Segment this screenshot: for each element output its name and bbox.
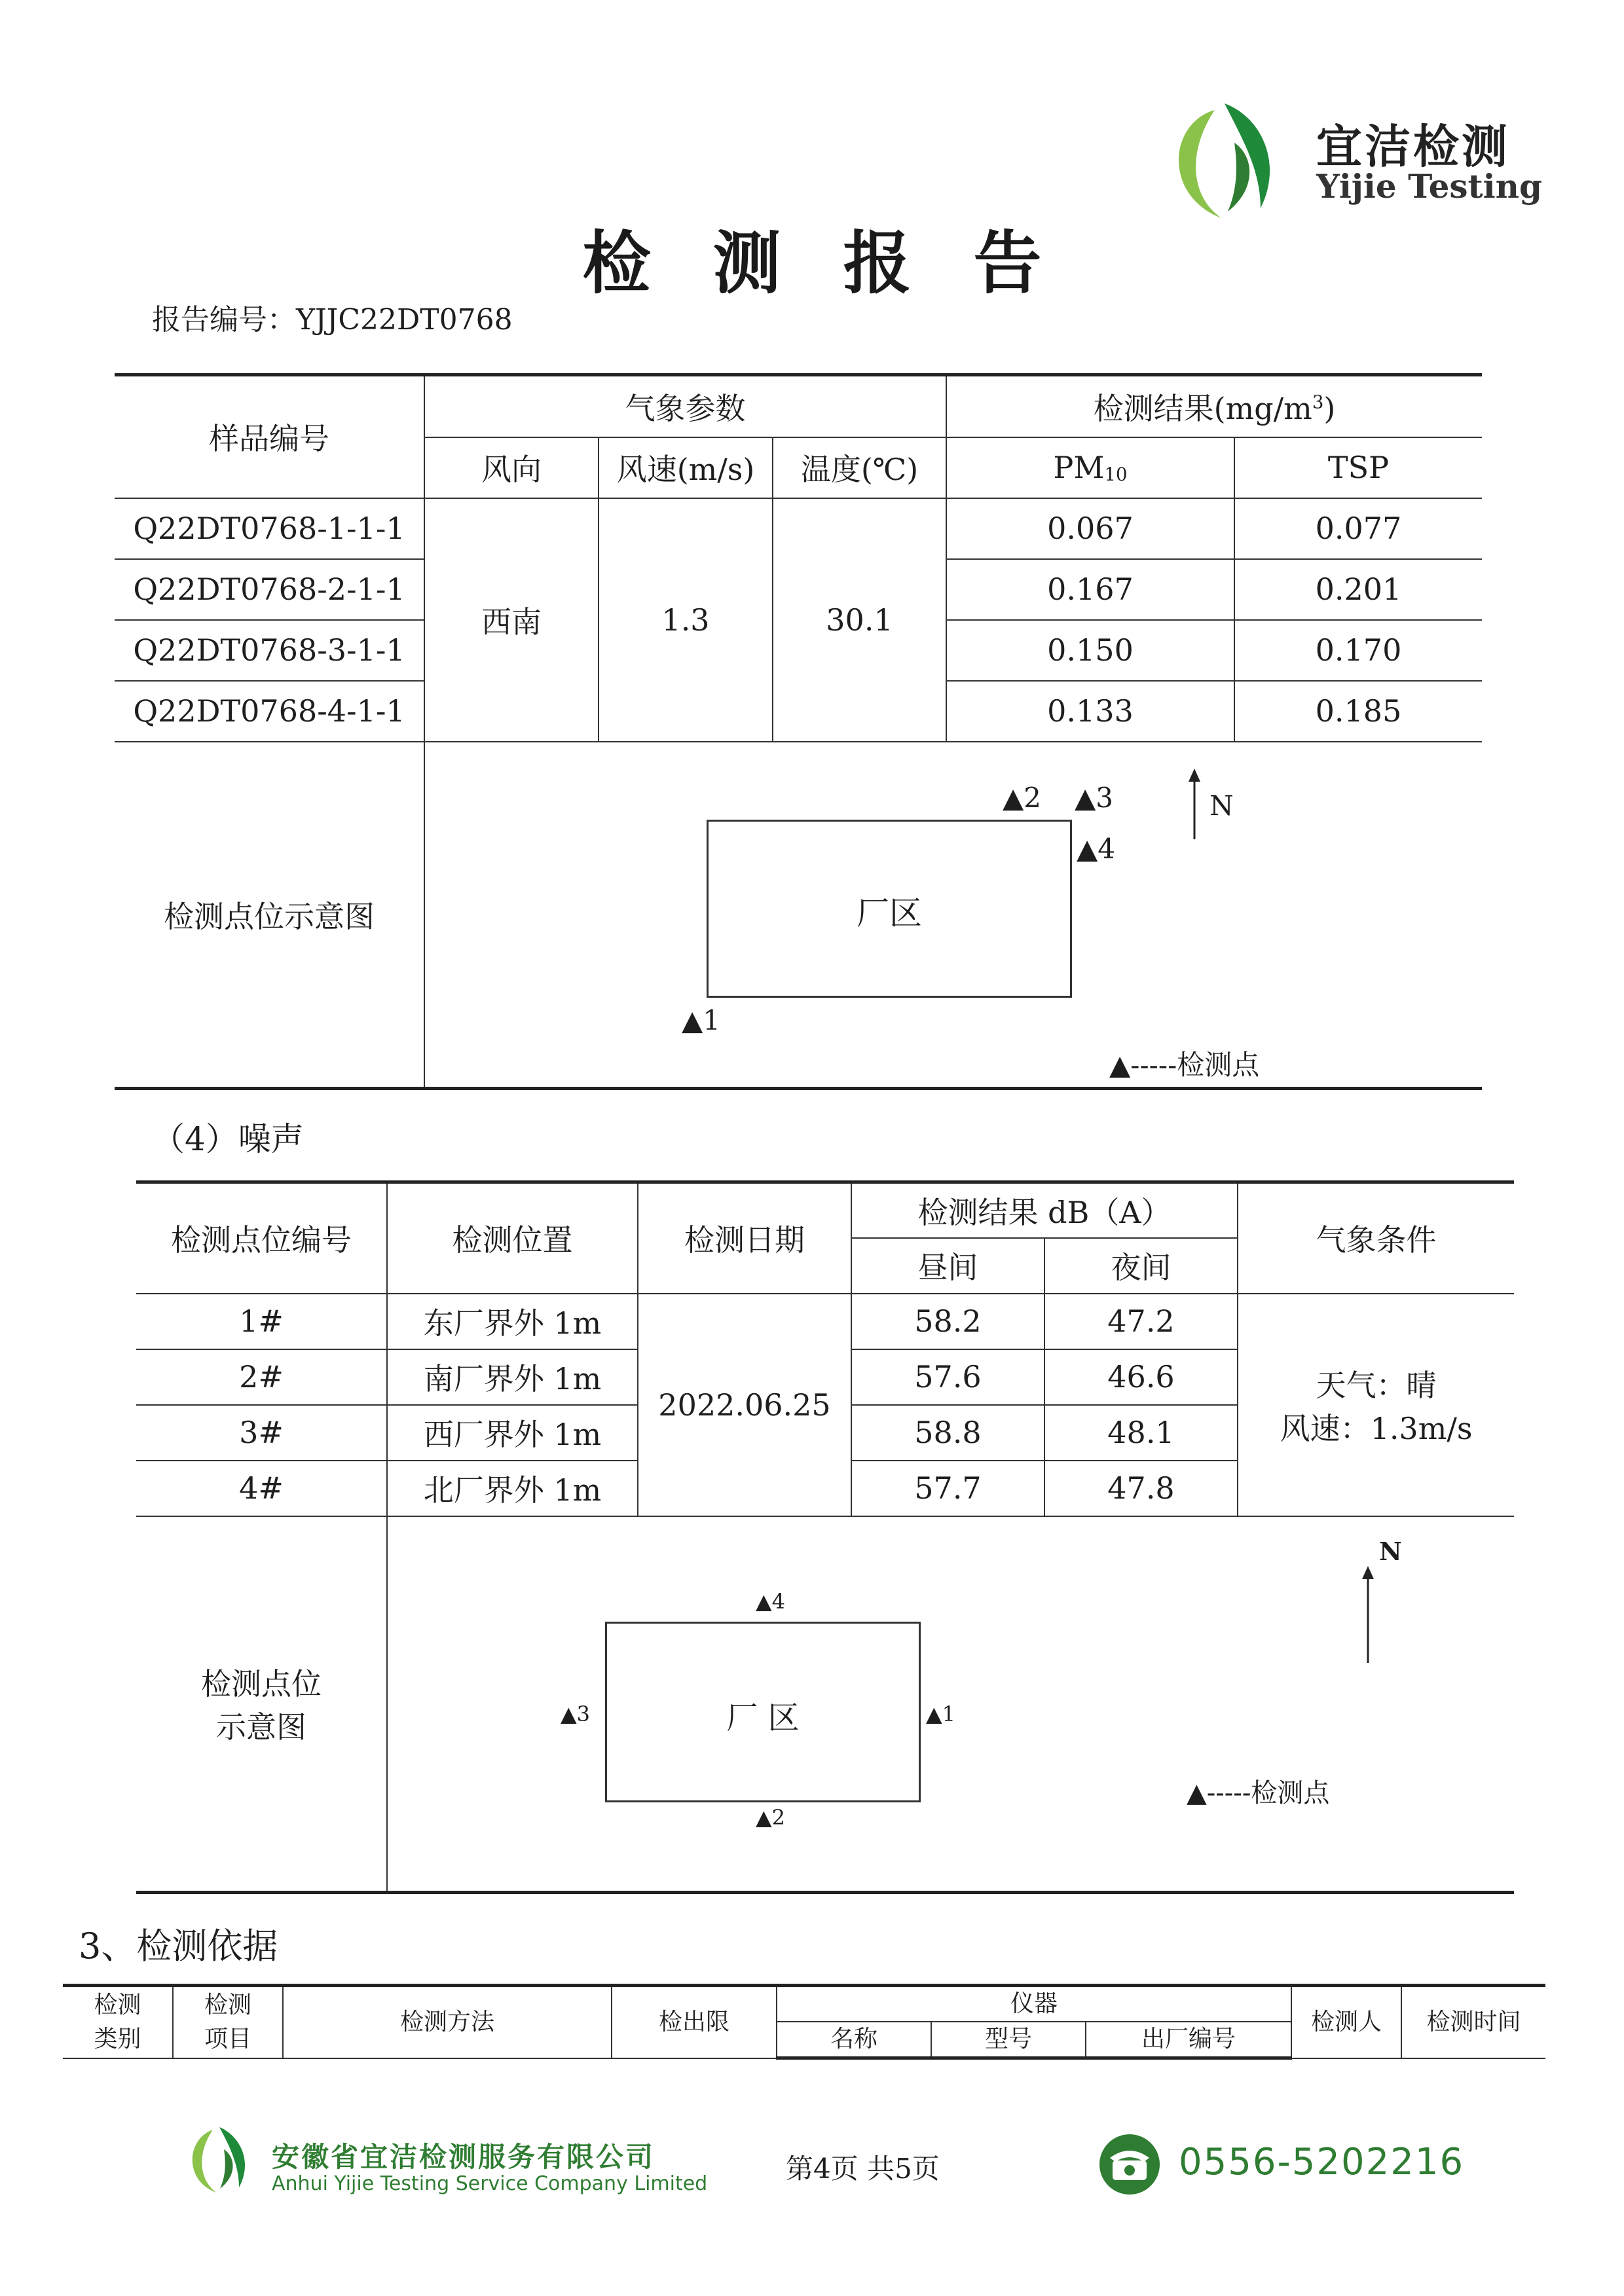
report-number: 报告编号：YJJC22DT0768 <box>152 303 513 337</box>
test-date: 2022.06.25 <box>638 1294 851 1516</box>
company-name-english: Anhui Yijie Testing Service Company Limited <box>272 2172 708 2195</box>
header-weather-params: 气象参数 <box>424 375 946 437</box>
night-value: 47.8 <box>1044 1461 1238 1516</box>
header-test-method: 检测方法 <box>283 1986 612 2058</box>
sampling-point-2: ▲2 <box>1003 781 1042 814</box>
factory-label: 厂 区 <box>726 1699 800 1736</box>
day-value: 58.8 <box>851 1405 1044 1461</box>
phone-number: 0556-5202216 <box>1179 2141 1465 2183</box>
tsp-value: 0.201 <box>1234 559 1482 620</box>
telephone-icon <box>1097 2132 1162 2197</box>
pm10-value: 0.067 <box>946 498 1234 559</box>
legend-sampling-point: ▲-----检测点 <box>1109 1048 1260 1081</box>
air-quality-table <box>115 373 1482 1090</box>
noise-point-diagram <box>387 1516 1514 1893</box>
pm10-value: 0.150 <box>946 620 1234 681</box>
header-pm10: $PM_{10}$ <box>946 437 1234 498</box>
weather-conditions: 天气：晴 风速：1.3m/s <box>1238 1294 1514 1516</box>
header-point-no: 检测点位编号 <box>136 1182 387 1294</box>
factory-area-box <box>707 820 1072 998</box>
temperature-value: 30.1 <box>773 498 946 742</box>
pm10-value: 0.167 <box>946 559 1234 620</box>
header-tsp: TSP <box>1234 437 1482 498</box>
page-number: 第4页 共5页 <box>786 2153 940 2185</box>
north-label: N <box>1209 789 1234 822</box>
sampling-point-3: ▲3 <box>1075 781 1114 814</box>
header-instrument-serial: 出厂编号 <box>1086 2022 1291 2058</box>
night-value: 47.2 <box>1044 1294 1238 1349</box>
north-arrow-icon <box>1358 1566 1378 1664</box>
header-instrument: 仪器 <box>777 1986 1291 2022</box>
header-test-time: 检测时间 <box>1401 1986 1545 2058</box>
header-test-item: 检测 项目 <box>173 1986 283 2058</box>
header-date: 检测日期 <box>638 1182 851 1294</box>
header-instrument-name: 名称 <box>777 2022 931 2058</box>
north-arrow-icon <box>1185 769 1204 841</box>
sample-id: Q22DT0768-4-1-1 <box>115 681 424 742</box>
location: 南厂界外 1m <box>387 1349 638 1405</box>
header-wind-speed: 风速(m/s) <box>599 437 773 498</box>
sample-id: Q22DT0768-2-1-1 <box>115 559 424 620</box>
factory-area-box <box>605 1622 921 1802</box>
point-no: 1# <box>136 1294 387 1349</box>
location: 北厂界外 1m <box>387 1461 638 1516</box>
logo-english-name: Yijie Testing <box>1316 167 1542 206</box>
basis-section-heading: 3、检测依据 <box>79 1925 278 1967</box>
tsp-value: 0.077 <box>1234 498 1482 559</box>
point-no: 2# <box>136 1349 387 1405</box>
page-title: 检测报告 <box>582 223 1104 303</box>
noise-table <box>136 1180 1514 1894</box>
pm10-value: 0.133 <box>946 681 1234 742</box>
day-value: 58.2 <box>851 1294 1044 1349</box>
sampling-point-4: ▲4 <box>1077 832 1116 865</box>
legend-sampling-point: ▲-----检测点 <box>1187 1777 1330 1808</box>
noise-point-1: ▲1 <box>926 1701 955 1726</box>
tsp-value: 0.185 <box>1234 681 1482 742</box>
sample-id: Q22DT0768-3-1-1 <box>115 620 424 681</box>
header-location: 检测位置 <box>387 1182 638 1294</box>
noise-section-heading: （4）噪声 <box>152 1120 304 1158</box>
night-value: 48.1 <box>1044 1405 1238 1461</box>
header-test-result: 检测结果$(mg/m^3)$ <box>946 375 1482 437</box>
test-basis-table <box>63 1984 1545 2060</box>
north-label: N <box>1379 1536 1402 1566</box>
wind-direction-value: 西南 <box>424 498 599 742</box>
diagram-label: 检测点位示意图 <box>115 742 424 1089</box>
header-weather-conditions: 气象条件 <box>1238 1182 1514 1294</box>
header-noise-result: 检测结果 dB（A） <box>851 1182 1238 1238</box>
day-value: 57.6 <box>851 1349 1044 1405</box>
location: 东厂界外 1m <box>387 1294 638 1349</box>
noise-diagram-label: 检测点位 示意图 <box>136 1516 387 1893</box>
tsp-value: 0.170 <box>1234 620 1482 681</box>
point-no: 4# <box>136 1461 387 1516</box>
point-no: 3# <box>136 1405 387 1461</box>
night-value: 46.6 <box>1044 1349 1238 1405</box>
header-temperature: 温度(℃) <box>773 437 946 498</box>
noise-point-2: ▲2 <box>756 1804 785 1830</box>
location: 西厂界外 1m <box>387 1405 638 1461</box>
company-name-chinese: 安徽省宜洁检测服务有限公司 <box>272 2141 655 2173</box>
logo-chinese-name: 宜洁检测 <box>1316 120 1510 173</box>
factory-label: 厂区 <box>857 894 922 932</box>
header-instrument-model: 型号 <box>931 2022 1086 2058</box>
header-tester: 检测人 <box>1291 1986 1401 2058</box>
sampling-point-1: ▲1 <box>682 1004 721 1036</box>
day-value: 57.7 <box>851 1461 1044 1516</box>
wind-speed-value: 1.3 <box>599 498 773 742</box>
noise-point-4: ▲4 <box>756 1588 785 1614</box>
header-wind-direction: 风向 <box>424 437 599 498</box>
header-test-type: 检测 类别 <box>63 1986 173 2058</box>
header-detection-limit: 检出限 <box>612 1986 777 2058</box>
company-logo-icon <box>183 2124 255 2196</box>
header-nighttime: 夜间 <box>1044 1238 1238 1294</box>
noise-point-3: ▲3 <box>561 1701 590 1726</box>
header-sample-id: 样品编号 <box>115 375 424 498</box>
sample-id: Q22DT0768-1-1-1 <box>115 498 424 559</box>
sampling-point-diagram <box>424 742 1482 1089</box>
header-daytime: 昼间 <box>851 1238 1044 1294</box>
